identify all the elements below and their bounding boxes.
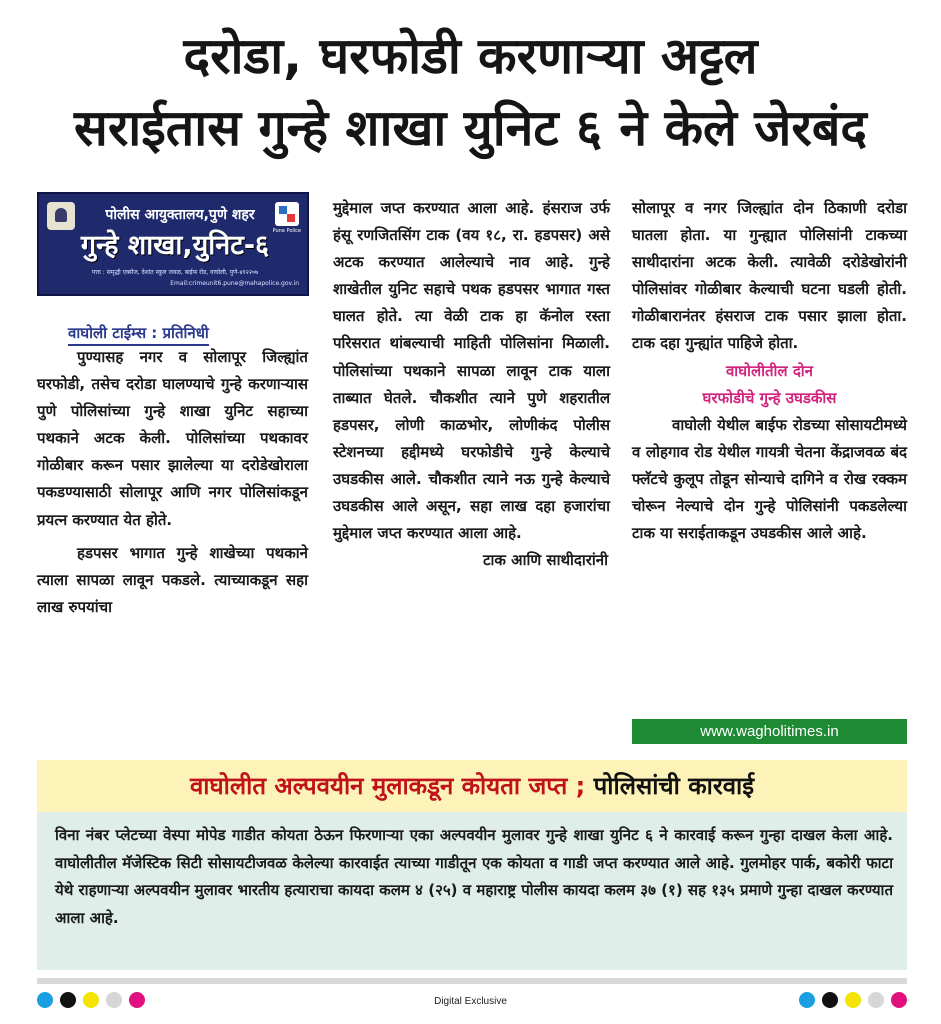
column-2-paragraph-2: टाक आणि साथीदारांनी <box>482 551 608 570</box>
article-column-3 <box>632 195 907 547</box>
badge-unit-name: गुन्हे शाखा,युनिट-६ <box>80 230 270 261</box>
footer-label: Digital Exclusive <box>434 996 507 1007</box>
article-column-2 <box>333 195 610 574</box>
crime-branch-badge <box>37 192 309 296</box>
column-2-paragraph-1: मुद्देमाल जप्त करण्यात आला आहे. हंसराज उर्फ हंसू रणजितसिंग टाक (वय १८, रा. हडपसर) असे अटक करण्यात आलेल्याचे नाव आहे. गुन्हे शाखेतील युनिट सहाचे पथक हडपसर भागात गस्त घालत होते. त्या वेळी टाक हा कॅनोल रस्ता परिसरात थांबल्याची माहिती पोलिसांना मिळाली. पोलिसांच्या पथकाने सापळा लावून टाक याला ताब्यात घेतले. चौकशीत त्याने पुणे शहरातील हडपसर, लोणी काळभोर, लोणीकंद पोलीस स्टेशनच्या हद्दीमध्ये घरफोडीचे गुन्हे केल्याचे उघडकीस आले. चौकशीत त्याने नऊ गुन्हे केल्याचे उघडकीस आले असून, सहा लाख दहा हजारांचा मुद्देमाल जप्त करण्यात आला आहे. <box>333 199 610 543</box>
black-dot-icon <box>822 992 838 1008</box>
headline <box>0 20 941 164</box>
badge-office-name: पोलीस आयुक्तालय,पुणे शहर <box>105 207 255 223</box>
pune-police-logo-icon <box>275 202 299 226</box>
magenta-dot-icon <box>891 992 907 1008</box>
article-column-1 <box>37 344 308 621</box>
headline-line-2: सराईतास गुन्हे शाखा युनिट ६ ने केले जेरबंद <box>74 99 867 157</box>
column-3-paragraph-2: वाघोली येथील बाईफ रोडच्या सोसायटीमध्ये व लोहगाव रोड येथील गायत्री चेतना केंद्राजवळ बंद फ्लॅटचे कुलूप तोडून सोन्याचे दागिने व रोख रक्कम चोरून नेल्याचे दोन गुन्हे पोलिसांनी पकडलेल्या टाक या सराईताकडून उघडकीस आले आहे. <box>632 415 907 542</box>
news-brief-body: विना नंबर प्लेटच्या वेस्पा मोपेड गाडीत कोयता ठेऊन फिरणाऱ्या एका अल्पवयीन मुलावर गुन्हे शाखा युनिट ६ ने कारवाई करून गुन्हा दाखल केला आहे. वाघोलीतील मॅजेस्टिक सिटी सोसायटीजवळ केलेल्या कारवाईत त्याच्या गाडीतून एक कोयता व गाडी जप्त करण्यात आले आहे. गुलमोहर पार्क, बकोरी फाटा येथे राहणाऱ्या अल्पवयीन मुलावर भारतीय हत्याराचा कायदा कलम ४ (२५) व महाराष्ट्र पोलीस कायदा कलम ३७ (१) सह १३५ प्रमाणे गुन्हा दाखल करण्यात आला आहे. <box>37 812 907 970</box>
cyan-dot-icon <box>799 992 815 1008</box>
police-emblem-icon <box>47 202 75 230</box>
badge-email: Email:crimeunit6.pune@mahapolice.gov.in <box>170 280 299 287</box>
website-link[interactable]: www.wagholitimes.in <box>632 719 907 744</box>
column-1-paragraph-2: हडपसर भागात गुन्हे शाखेच्या पथकाने त्याला सापळा लावून पकडले. त्याच्याकडून सहा लाख रुपयांचा <box>37 543 308 616</box>
banner-headline-red: वाघोलीत अल्पवयीन मुलाकडून कोयता जप्त ; <box>189 772 586 800</box>
news-brief-headline <box>37 760 907 812</box>
subheading-line-1: वाघोलीतील दोन <box>725 361 814 380</box>
footer-rule <box>37 978 907 984</box>
badge-address: पत्ता : समृद्धी एक्सेंज, देशांत स्कूल जवळ, बाईफ रोड, वाघोली, पुणे-४१२२०७ <box>91 269 259 276</box>
yellow-dot-icon <box>845 992 861 1008</box>
pune-police-logo-text: Pune Police <box>272 228 301 234</box>
banner-headline-black: पोलिसांची कारवाई <box>585 772 755 800</box>
column-3-paragraph-1: सोलापूर व नगर जिल्ह्यांत दोन ठिकाणी दरोडा घातला होता. या गुन्ह्यात पोलिसांनी टाकच्या साथीदारांना अटक केली. त्यावेळी दरोडेखोरांनी पोलिसांवर गोळीबार केल्याची घटना घडली होती. गोळीबारानंतर हंसराज टाक पसार झाला होता. टाक दहा गुन्ह्यांत पाहिजे होता. <box>632 199 907 353</box>
byline: वाघोली टाईम्स : प्रतिनिधी <box>68 323 209 346</box>
column-1-paragraph-1: पुण्यासह नगर व सोलापूर जिल्ह्यांत घरफोडी, तसेच दरोडा घालण्याचे गुन्हे करणाऱ्यास पुणे पोलिसांच्या गुन्हे शाखा युनिट सहाच्या पथकाने अटक केली. पोलिसांच्या पथकावर गोळीबार करून पसार झालेल्या या दरोडेखोराला पकडण्यासाठी सोलापूर आणि नगर पोलिसांकडून प्रयत्न करण्यात येत होते. <box>37 348 308 529</box>
subheading-line-2: घरफोडीचे गुन्हे उघडकीस <box>702 388 837 407</box>
headline-line-1: दरोडा, घरफोडी करणाऱ्या अट्टल <box>183 27 758 85</box>
grey-dot-icon <box>868 992 884 1008</box>
registration-marks-right <box>799 992 907 1008</box>
